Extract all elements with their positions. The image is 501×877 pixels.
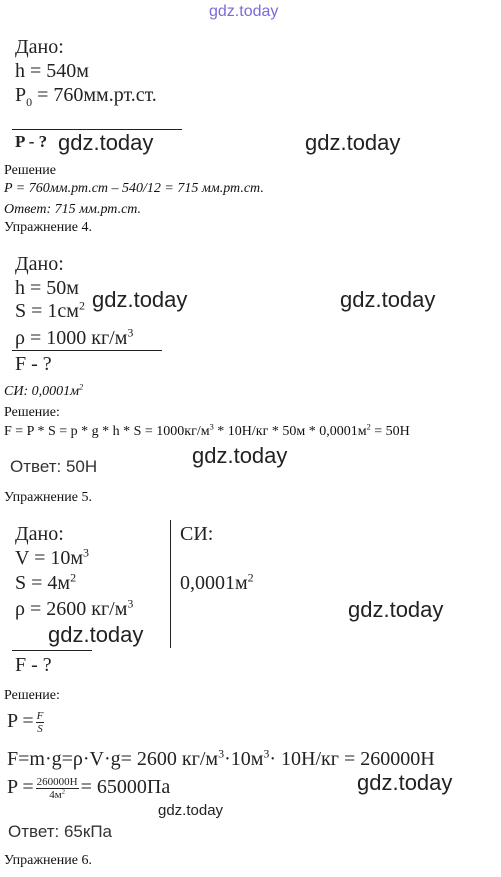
given-divider [12, 350, 162, 351]
exercise-6-title: Упражнение 6. [4, 853, 92, 868]
given-volume: $V = 10м^3$ [15, 545, 90, 569]
watermark: gdz.today [48, 622, 144, 647]
solution-formula: P = 760мм.рт.ст – 540/12 = 715 мм.рт.ст. [4, 181, 264, 196]
watermark: gdz.today [58, 130, 154, 155]
given-label: Дано: [15, 253, 64, 275]
given-height: h = 540м [15, 60, 89, 82]
find-label: F - ? [15, 353, 52, 375]
solution-label: Решение: [4, 688, 60, 703]
si-value: $0,0001м^2$ [180, 570, 254, 594]
given-area: $S = 1см^2$ [15, 298, 85, 322]
site-header-watermark: gdz.today [209, 3, 279, 20]
force-formula: F=m·g=ρ·V·g= 2600 $кг/м^3\cdot 10м^3\cdot 10Н/кг = 260000Н$ [7, 746, 435, 770]
solution-label: Решение: [4, 405, 60, 420]
given-divider [12, 650, 92, 651]
answer-text: Ответ: 715 мм.рт.ст. [4, 202, 142, 217]
solution-label: Решение [4, 163, 57, 178]
given-label: Дано: [15, 523, 64, 545]
pressure-formula: P = $\frac{F}{S}$ [7, 710, 44, 735]
si-label: СИ: [180, 523, 214, 545]
given-density: ρ = 2600 $кг/м^3$ [15, 596, 134, 620]
find-label: P - ? [15, 132, 48, 151]
watermark: gdz.today [192, 443, 288, 468]
given-height: h = 50м [15, 277, 79, 299]
watermark: gdz.today [158, 802, 224, 819]
given-pressure: $P_0 = 760мм.рт.ст$. [15, 84, 157, 109]
given-density: ρ = 1000 $кг/м^3$ [15, 325, 134, 349]
find-label: F - ? [15, 654, 52, 676]
answer-text: Ответ: 50Н [10, 457, 98, 476]
pressure-result: P = $\frac{260000Н}{4м^2}$ = 65000Па [7, 776, 171, 801]
watermark: gdz.today [305, 130, 401, 155]
watermark: gdz.today [348, 597, 444, 622]
exercise-5-title: Упражнение 5. [4, 490, 92, 505]
exercise-4-title: Упражнение 4. [4, 220, 92, 235]
watermark: gdz.today [92, 287, 188, 312]
given-area: $S = 4м^2$ [15, 570, 77, 594]
given-label: Дано: [15, 36, 64, 58]
si-column-divider [170, 520, 171, 648]
si-conversion: СИ: $0,0001м^2$ [4, 382, 84, 399]
answer-text: Ответ: 65кПа [8, 822, 112, 841]
solution-formula: $F = P * S = p * g * h * S = 1000кг/м^3 * 10Н/кг * 50м * 0,0001м^2 = 50Н$ [4, 422, 410, 439]
watermark: gdz.today [340, 287, 436, 312]
watermark: gdz.today [357, 770, 453, 795]
